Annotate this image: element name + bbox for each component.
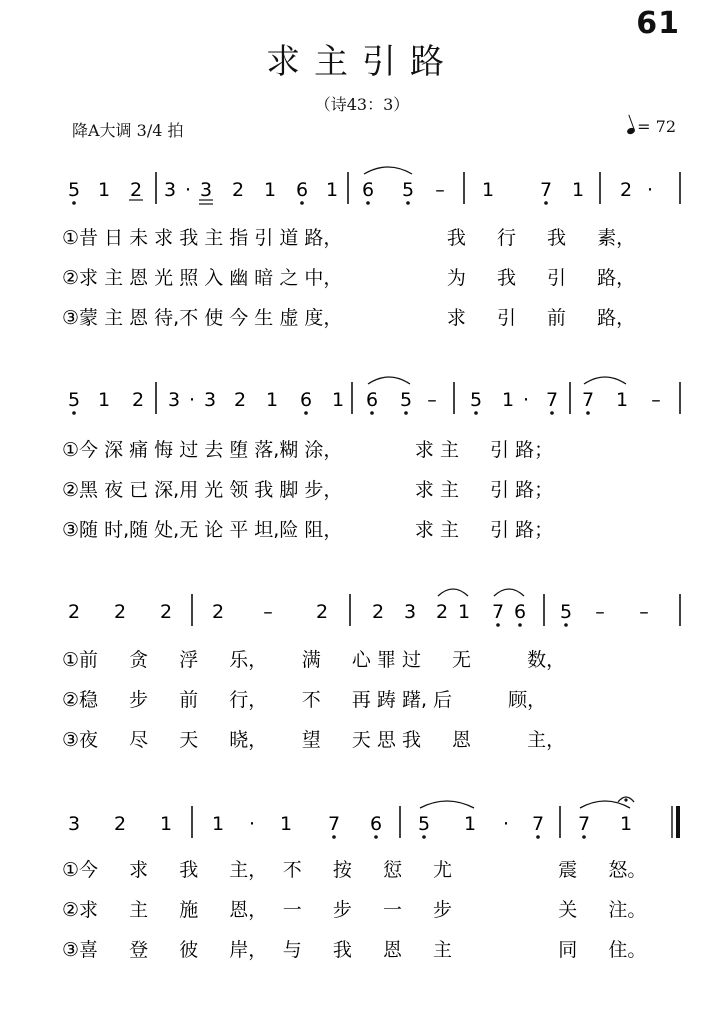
note-digit: 7 <box>539 179 553 201</box>
note-digit: 1 <box>457 601 471 623</box>
note-digit: 5 <box>559 601 573 623</box>
lyric-line: ①昔 日 未 求 我 主 指 引 道 路， 我 行 我 素， <box>62 227 636 249</box>
lyric-line: ③夜 尽 天 晓， 望 天 思 我 恩 主， <box>62 729 566 751</box>
note-digit: 2 <box>113 813 127 835</box>
note-digit: 5 <box>67 389 81 411</box>
note-digit: 1 <box>97 389 111 411</box>
note-digit: 2 <box>233 389 247 411</box>
note-digit: 2 <box>129 179 143 201</box>
lyric-line: ③喜 登 彼 岸， 与 我 恩 主 同 住。 <box>62 939 647 961</box>
lower-octave-dot <box>370 411 374 415</box>
note-digit: 7 <box>327 813 341 835</box>
lower-octave-dot <box>72 201 76 205</box>
note-digit: 3 <box>67 813 81 835</box>
note-digit: 1 <box>265 389 279 411</box>
lyric-line: ①今 深 痛 悔 过 去 堕 落,糊 涂， 求 主 引 路； <box>62 439 554 461</box>
lower-octave-dot <box>518 623 522 627</box>
note-digit: 1 <box>463 813 477 835</box>
tie-slur <box>438 589 468 596</box>
lower-octave-dot <box>406 201 410 205</box>
note-digit: 7 <box>545 389 559 411</box>
note-digit: 2 <box>211 601 225 623</box>
lower-octave-dot <box>300 201 304 205</box>
tie-slur <box>580 801 630 808</box>
note-digit: 5 <box>399 389 413 411</box>
note-digit: 1 <box>481 179 495 201</box>
note-digit: 1 <box>97 179 111 201</box>
dash-extension: – <box>427 389 437 411</box>
lyric-line: ③蒙 主 恩 待,不 使 今 生 虚 度， 求 引 前 路， <box>62 307 636 329</box>
dash-extension: – <box>435 179 445 201</box>
lyric-line: ②求 主 施 恩， 一 步 一 步 关 注。 <box>62 899 647 921</box>
note-digit: 2 <box>67 601 81 623</box>
dash-extension: – <box>651 389 661 411</box>
note-digit: 2 <box>113 601 127 623</box>
note-digit: 5 <box>401 179 415 201</box>
lower-octave-dot <box>582 835 586 839</box>
note-digit: 5 <box>67 179 81 201</box>
page-number: 61 <box>636 6 680 41</box>
note-digit: 7 <box>491 601 505 623</box>
tie-slur <box>364 167 412 174</box>
note-digit: 1 <box>615 389 629 411</box>
note-digit: 3 <box>403 601 417 623</box>
lower-octave-dot <box>564 623 568 627</box>
note-digit: 5 <box>469 389 483 411</box>
tie-slur <box>420 801 474 808</box>
note-digit: 2 <box>315 601 329 623</box>
note-digit: 1 <box>571 179 585 201</box>
note-digit: 2 <box>371 601 385 623</box>
note-digit: 2 <box>435 601 449 623</box>
lower-octave-dot <box>374 835 378 839</box>
lower-octave-dot <box>536 835 540 839</box>
lyric-line: ②黑 夜 已 深,用 光 领 我 脚 步， 求 主 引 路； <box>62 479 554 501</box>
note-digit: 2 <box>619 179 633 201</box>
lower-octave-dot <box>332 835 336 839</box>
dash-extension: – <box>595 601 605 623</box>
note-digit: 3 <box>167 389 181 411</box>
lyric-line: ①今 求 我 主， 不 按 愆 尤 震 怒。 <box>62 859 647 881</box>
lower-octave-dot <box>544 201 548 205</box>
note-digit: 1 <box>159 813 173 835</box>
fermata-dot <box>624 798 627 801</box>
dash-extension: – <box>263 601 273 623</box>
note-digit: 7 <box>581 389 595 411</box>
key-and-time-signature: 降A大调 3/4 拍 <box>72 121 184 140</box>
note-digit: 3 <box>203 389 217 411</box>
note-digit: 2 <box>159 601 173 623</box>
dash-extension: – <box>639 601 649 623</box>
note-digit: 1 <box>325 179 339 201</box>
note-digit: 1 <box>331 389 345 411</box>
lyric-line: ②稳 步 前 行， 不 再 踌 躇, 后 顾， <box>62 689 547 711</box>
lower-octave-dot <box>366 201 370 205</box>
note-digit: 5 <box>417 813 431 835</box>
lyric-line: ①前 贪 浮 乐， 满 心 罪 过 无 数， <box>62 649 566 671</box>
lower-octave-dot <box>304 411 308 415</box>
note-digit: 1 <box>263 179 277 201</box>
lower-octave-dot <box>550 411 554 415</box>
note-digit: 1 <box>279 813 293 835</box>
tie-slur <box>584 377 626 384</box>
scripture-reference: （诗43：3） <box>314 95 410 114</box>
tie-slur <box>368 377 410 384</box>
tempo-value: = 72 <box>637 117 676 136</box>
augmentation-dot: · <box>184 179 192 201</box>
tie-slur <box>494 589 524 596</box>
augmentation-dot: · <box>646 179 654 201</box>
note-digit: 6 <box>361 179 375 201</box>
lower-octave-dot <box>586 411 590 415</box>
note-digit: 2 <box>231 179 245 201</box>
hymn-title: 求主引路 <box>266 42 458 82</box>
note-digit: 7 <box>531 813 545 835</box>
note-digit: 7 <box>577 813 591 835</box>
augmentation-dot: · <box>188 389 196 411</box>
note-digit: 6 <box>369 813 383 835</box>
note-digit: 1 <box>501 389 515 411</box>
note-digit: 3 <box>199 179 213 201</box>
note-digit: 3 <box>163 179 177 201</box>
note-digit: 1 <box>211 813 225 835</box>
note-digit: 6 <box>513 601 527 623</box>
augmentation-dot: · <box>522 389 530 411</box>
note-digit: 1 <box>619 813 633 835</box>
lyric-line: ②求 主 恩 光 照 入 幽 暗 之 中， 为 我 引 路， <box>62 267 636 289</box>
note-digit: 6 <box>295 179 309 201</box>
note-digit: 6 <box>365 389 379 411</box>
augmentation-dot: · <box>502 813 510 835</box>
lower-octave-dot <box>496 623 500 627</box>
lower-octave-dot <box>72 411 76 415</box>
lower-octave-dot <box>474 411 478 415</box>
lower-octave-dot <box>404 411 408 415</box>
lyric-line: ③随 时,随 处,无 论 平 坦,险 阻， 求 主 引 路； <box>62 519 554 541</box>
note-digit: 2 <box>131 389 145 411</box>
augmentation-dot: · <box>248 813 256 835</box>
note-digit: 6 <box>299 389 313 411</box>
lower-octave-dot <box>422 835 426 839</box>
